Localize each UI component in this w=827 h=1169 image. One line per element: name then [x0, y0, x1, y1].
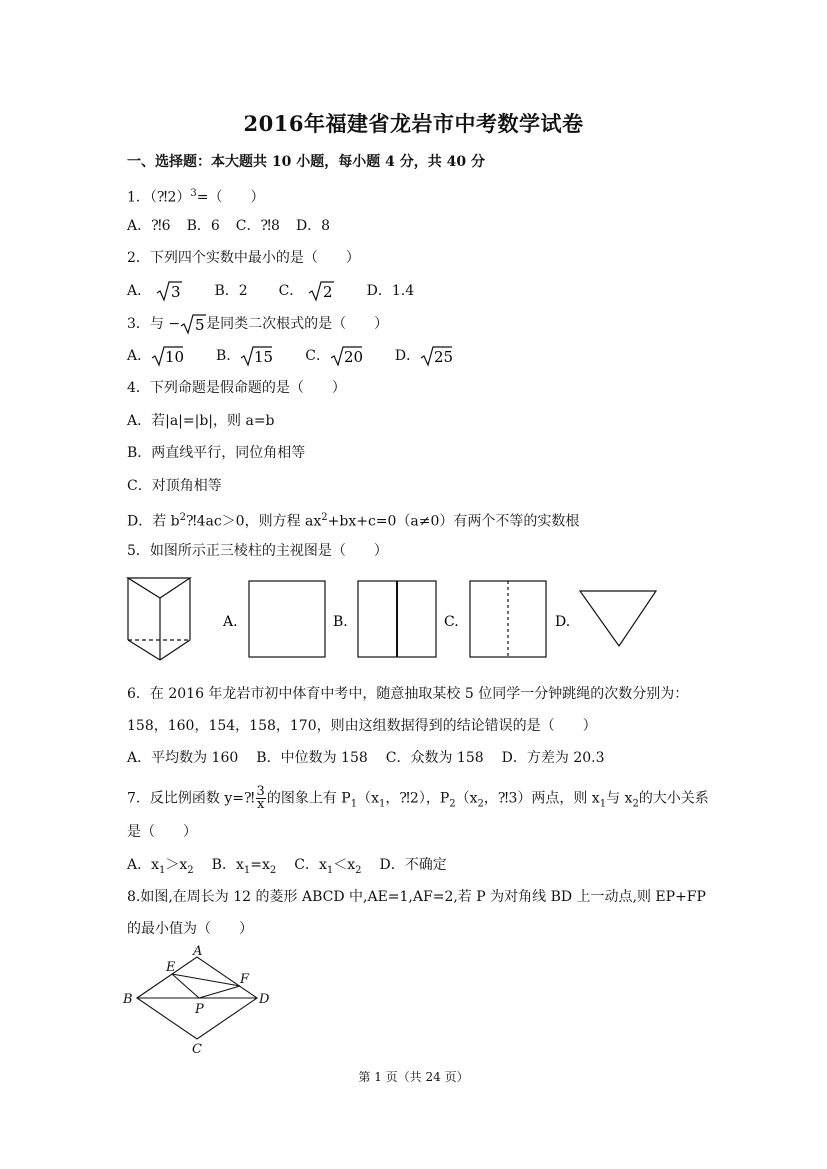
q5-label-b: B. [333, 614, 348, 630]
svg-text:15: 15 [254, 348, 274, 366]
sqrt-symbol [180, 313, 206, 335]
q2-option-b: B．2 [214, 283, 248, 299]
question-1-options [127, 216, 350, 236]
point-e-label: E [166, 960, 176, 975]
q5-label-c: C. [444, 614, 459, 630]
q3-option-c-label: C． [305, 348, 330, 364]
q2-radicand-c: 2 [322, 283, 333, 301]
q4-d-sup2: 2 [321, 512, 328, 523]
q3-option-b-label: B． [216, 348, 241, 364]
q5-figures [124, 574, 664, 664]
sqrt-symbol [156, 280, 182, 302]
question-5-stem: 5．如图所示正三棱柱的主视图是（ ） [127, 543, 388, 559]
q3-minus-sign: − [168, 316, 181, 332]
q6-option-c: C．众数为 158 [385, 750, 484, 766]
q5-option-a-square [249, 581, 325, 657]
sqrt-symbol [151, 345, 183, 367]
question-7-line-2: 是（ ） [127, 824, 197, 840]
point-a-label: A [193, 944, 203, 959]
q3-stem-a: 3．与 [127, 316, 164, 332]
q5-option-d-triangle [580, 591, 656, 646]
rhombus-figure [120, 944, 280, 1056]
q2-option-d: D．1.4 [366, 283, 415, 299]
q3-option-d-label: D． [394, 348, 421, 364]
triangular-prism-figure [128, 578, 190, 660]
q1-option-a: A．⁈6 [127, 218, 171, 234]
question-6-options [127, 748, 625, 768]
q4-option-a: A．若|a|=|b|，则 a=b [127, 413, 275, 429]
q4-d-a: D．若 b [127, 513, 180, 530]
q2-option-c-label: C． [278, 283, 304, 299]
q7-a: 7．反比例函数 y=⁈ [127, 790, 255, 807]
q3-stem-b: 是同类二次根式的是（ ） [206, 316, 389, 332]
question-1-stem [127, 184, 264, 208]
question-6-line-2: 158，160，154，158，170，则由这组数据得到的结论错误的是（ ） [127, 718, 597, 734]
section-heading: 一、选择题：本大题共 10 小题，每小题 4 分，共 40 分 [127, 154, 485, 170]
q7-fraction: $\frac{3}{x}$ [256, 784, 265, 812]
question-7-stem: 7．反比例函数 y=⁈ $\frac{3}{x}$ 的图象上有 $P_1(x_1$，⁈2），$P_2(x_2$，⁈3）两点，则 $x_1$与 $x_2$的大小关系 [127, 784, 709, 812]
svg-text:10: 10 [165, 348, 185, 366]
q1-stem-a: 1．（⁈2） [127, 189, 191, 206]
q4-d-sup1: 2 [179, 512, 187, 523]
q4-option-d [127, 508, 579, 532]
svg-text:5: 5 [195, 316, 205, 334]
question-4-stem: 4．下列命题是假命题的是（ ） [127, 380, 346, 396]
page-title: 2016年福建省龙岩市中考数学试卷 [243, 111, 584, 136]
q1-option-d: D．8 [295, 218, 331, 234]
q3-option-a-label: A． [127, 348, 152, 364]
point-p-label: P [195, 1002, 204, 1017]
question-3-stem [127, 313, 388, 335]
sqrt-symbol [308, 280, 334, 302]
sqrt-symbol [240, 345, 272, 367]
q6-option-d: D．方差为 20.3 [501, 750, 605, 766]
question-3-options [127, 345, 452, 367]
question-8-line-1: 8.如图,在周长为 12 的菱形 ABCD 中,AE=1,AF=2,若 P 为对角线 BD 上一动点,则 EP+FP [127, 889, 706, 905]
point-d-label: D [259, 992, 270, 1007]
q4-d-c: +bx+c=0（a≠0）有两个不等的实数根 [327, 513, 580, 530]
q1-option-b: B．6 [186, 218, 220, 234]
svg-text:20: 20 [343, 348, 364, 366]
question-2-stem: 2．下列四个实数中最小的是（ ） [127, 250, 360, 266]
q1-exponent: 3 [190, 188, 197, 199]
svg-text:25: 25 [434, 348, 454, 366]
q1-option-c: C．⁈8 [235, 218, 280, 234]
sqrt-symbol [420, 345, 452, 367]
question-6-line-1: 6．在 2016 年龙岩市初中体育中考中，随意抽取某校 5 位同学一分钟跳绳的次数分别为： [127, 686, 689, 702]
q6-option-a: A．平均数为 160 [127, 750, 239, 766]
point-c-label: C [192, 1042, 202, 1057]
sqrt-symbol [330, 345, 362, 367]
q2-option-a-label: A． [127, 283, 152, 299]
q5-label-a: A. [223, 614, 238, 630]
question-8-line-2: 的最小值为（ ） [127, 921, 253, 937]
question-7-options: A．$x_1>x_2$ B．$x_1=x_2$ C．$x_1<x_2$ D．不确定 [127, 857, 447, 876]
page-footer: 第 1 页（共 24 页） [358, 1070, 469, 1084]
point-f-label: F [240, 972, 250, 987]
q4-option-b: B．两直线平行，同位角相等 [127, 445, 306, 461]
q6-option-b: B．中位数为 158 [256, 750, 368, 766]
q4-d-b: ⁈4ac＞0，则方程 ax [186, 513, 322, 530]
q4-option-c: C．对顶角相等 [127, 478, 222, 494]
q5-label-d: D. [555, 614, 571, 630]
q1-stem-b: =（ ） [196, 189, 265, 206]
question-2-options [127, 280, 414, 302]
q2-radicand-a: 3 [170, 283, 181, 301]
point-b-label: B [123, 992, 133, 1007]
